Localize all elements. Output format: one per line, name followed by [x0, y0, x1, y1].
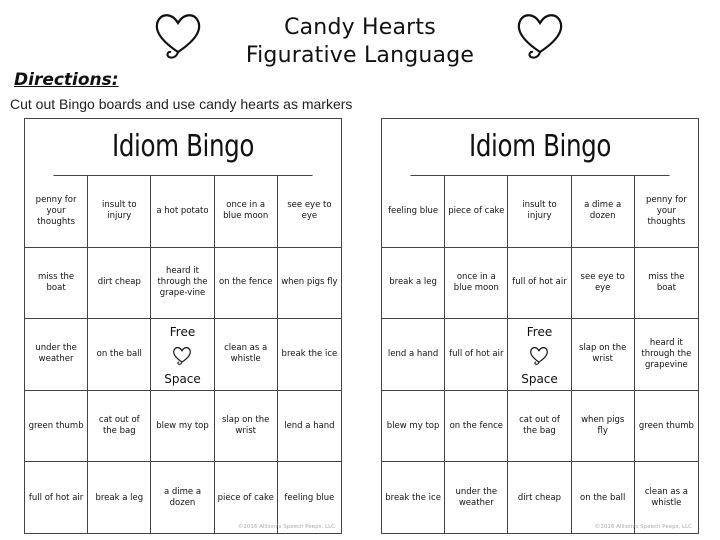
bingo-cell: green thumb — [25, 391, 88, 463]
bingo-cell: on the ball — [88, 319, 151, 391]
bingo-cell: dirt cheap — [88, 248, 151, 320]
copyright-text: ©2016 Allison's Speech Peeps, LLC — [594, 524, 692, 530]
bingo-cell: under the weather — [445, 462, 508, 534]
bingo-cell: heard it through the grapevine — [635, 319, 698, 391]
bingo-cell: break a leg — [382, 248, 445, 320]
bingo-cell: slap on the wrist — [572, 319, 635, 391]
space-label: Space — [521, 371, 558, 386]
bingo-cell: full of hot air — [445, 319, 508, 391]
bingo-cell: piece of cake — [215, 462, 278, 534]
bingo-cell: insult to injury — [88, 176, 151, 248]
bingo-cell: see eye to eye — [278, 176, 341, 248]
bingo-cell: full of hot air — [508, 248, 571, 320]
bingo-cell: on the fence — [215, 248, 278, 320]
directions-text: Cut out Bingo boards and use candy hearts as markers — [10, 96, 353, 112]
free-label: Free — [526, 325, 553, 340]
bingo-cell: when pigs fly — [572, 391, 635, 463]
bingo-cell: see eye to eye — [572, 248, 635, 320]
page-title: Candy Hearts — [284, 15, 436, 40]
board-title: Idiom Bingo — [410, 119, 669, 176]
directions-heading: Directions: — [14, 70, 119, 90]
bingo-board-right — [381, 118, 699, 534]
bingo-cell: clean as a whistle — [215, 319, 278, 391]
bingo-cell: cat out of the bag — [508, 391, 571, 463]
free-label: Free — [169, 325, 196, 340]
bingo-cell: break the ice — [382, 462, 445, 534]
bingo-cell: blew my top — [151, 391, 214, 463]
bingo-cell: full of hot air — [25, 462, 88, 534]
bingo-cell: feeling blue — [284, 492, 335, 503]
heart-icon — [171, 344, 193, 366]
bingo-cell: blew my top — [382, 391, 445, 463]
bingo-cell: insult to injury — [508, 176, 571, 248]
bingo-cell: lend a hand — [382, 319, 445, 391]
space-label: Space — [164, 371, 201, 386]
bingo-cell: on the ball — [572, 462, 635, 534]
bingo-cell: when pigs fly — [278, 248, 341, 320]
bingo-board-left — [24, 118, 342, 534]
bingo-cell: piece of cake — [445, 176, 508, 248]
bingo-cell: penny for your thoughts — [25, 176, 88, 248]
copyright-text: ©2016 Allison's Speech Peeps, LLC — [237, 524, 335, 530]
bingo-cell: break a leg — [88, 462, 151, 534]
heart-icon — [512, 6, 568, 62]
bingo-cell: once in a blue moon — [445, 248, 508, 320]
bingo-cell: a dime a dozen — [572, 176, 635, 248]
heart-icon — [150, 6, 206, 62]
bingo-cell: clean as a whistle — [644, 487, 688, 509]
bingo-cell: under the weather — [25, 319, 88, 391]
bingo-cell: green thumb — [635, 391, 698, 463]
bingo-cell: cat out of the bag — [88, 391, 151, 463]
heart-icon — [528, 344, 550, 366]
free-space-cell — [508, 319, 571, 391]
bingo-cell: feeling blue — [382, 176, 445, 248]
bingo-cell: slap on the wrist — [215, 391, 278, 463]
bingo-cell: break the ice — [278, 319, 341, 391]
bingo-cell: miss the boat — [635, 248, 698, 320]
bingo-cell: miss the boat — [25, 248, 88, 320]
free-space-cell — [151, 319, 214, 391]
bingo-grid — [25, 176, 341, 534]
bingo-cell: a dime a dozen — [151, 462, 214, 534]
bingo-cell: heard it through the grape-vine — [151, 248, 214, 320]
bingo-cell: once in a blue moon — [215, 176, 278, 248]
bingo-cell: dirt cheap — [508, 462, 571, 534]
bingo-cell: lend a hand — [278, 391, 341, 463]
board-title: Idiom Bingo — [53, 119, 312, 176]
bingo-grid — [382, 176, 698, 534]
bingo-cell: a hot potato — [151, 176, 214, 248]
page-subtitle: Figurative Language — [245, 43, 475, 68]
bingo-cell: on the fence — [445, 391, 508, 463]
bingo-cell: penny for your thoughts — [635, 176, 698, 248]
